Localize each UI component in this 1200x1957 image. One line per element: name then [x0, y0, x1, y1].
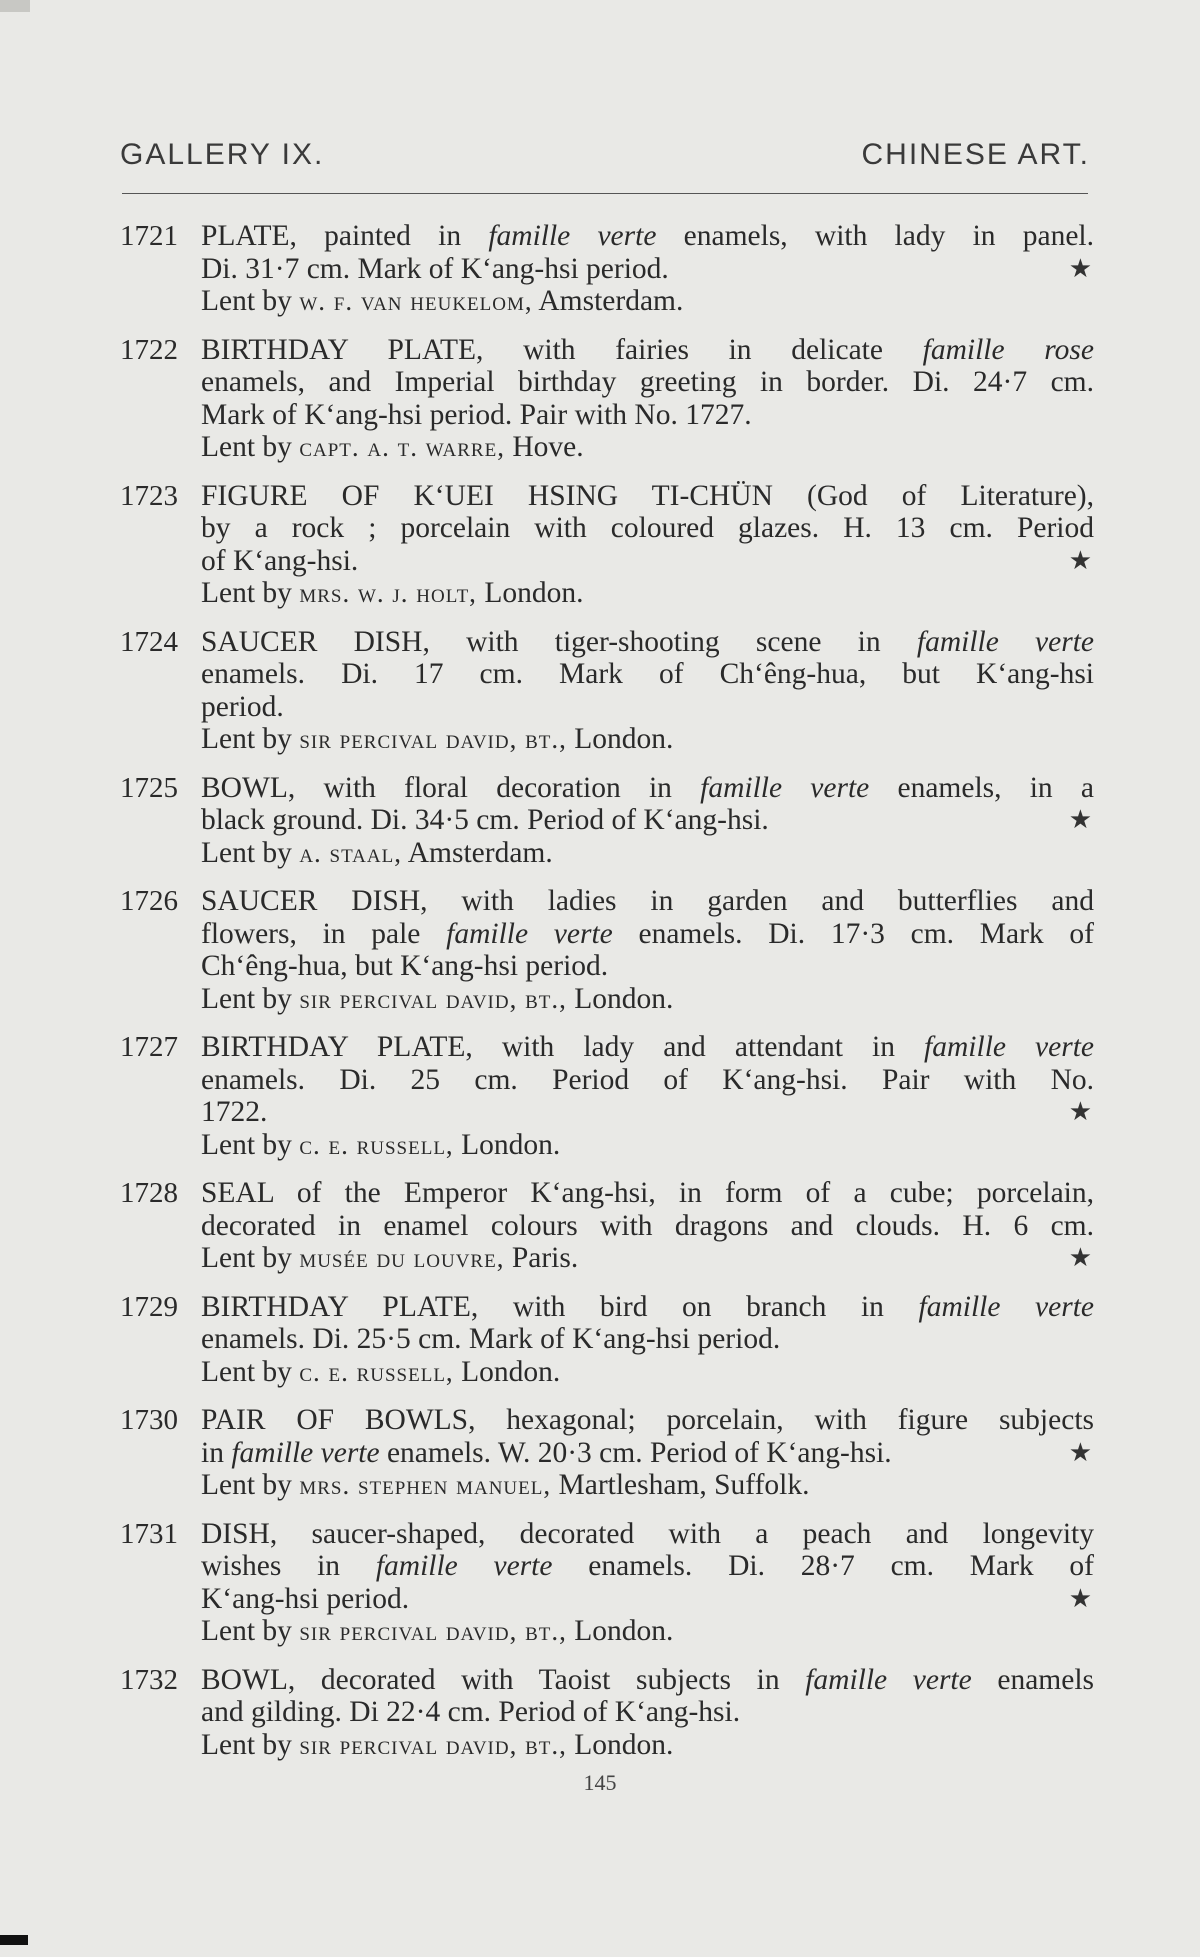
entry-line: flowers, in pale famille verte enamels. Di. 17·3 cm. Mark of — [201, 917, 1094, 950]
lender-line: Lent by sir percival david, bt., London. — [201, 982, 674, 1015]
section-title: CHINESE ART. — [861, 138, 1090, 171]
catalogue-entry — [120, 1664, 1094, 1762]
lender-line: Lent by mrs. w. j. holt, London. — [201, 577, 584, 609]
entry-line: and gilding. Di 22·4 cm. Period of K‘ang-hsi. — [201, 1696, 741, 1728]
entry-number: 1723 — [120, 479, 178, 512]
entry-number: 1724 — [120, 625, 178, 658]
gallery-title: GALLERY IX. — [120, 138, 325, 171]
star-icon: ★ — [1068, 545, 1092, 575]
entry-line: DISH, saucer-shaped, decorated with a peach and longevity — [201, 1517, 1094, 1550]
entry-line: enamels, and Imperial birthday greeting in border. Di. 24·7 cm. — [201, 366, 1094, 398]
entry-line: SEAL of the Emperor K‘ang-hsi, in form of a cube; porcelain, — [201, 1177, 1094, 1209]
lender-line: Lent by capt. a. t. warre, Hove. — [201, 431, 584, 463]
star-icon: ★ — [1068, 1437, 1092, 1467]
entry-line: BIRTHDAY PLATE, with fairies in delicate famille rose — [201, 333, 1094, 366]
entry-number: 1731 — [120, 1517, 178, 1550]
catalogue-entry — [120, 885, 1094, 1015]
entry-line: SAUCER DISH, with ladies in garden and butterflies and — [201, 885, 1094, 917]
lender-line: Lent by sir percival david, bt., London. — [201, 723, 674, 755]
entry-line: period. — [201, 690, 284, 723]
star-icon: ★ — [1068, 1583, 1092, 1613]
catalogue-entry — [120, 1291, 1094, 1389]
entry-line: Mark of K‘ang-hsi period. Pair with No. 1727. — [201, 398, 752, 431]
entry-line: BOWL, with floral decoration in famille verte enamels, in a — [201, 771, 1094, 804]
lender-line: Lent by mrs. stephen manuel, Martlesham, Suffolk. — [201, 1469, 810, 1501]
entry-line: BOWL, decorated with Taoist subjects in famille verte enamels — [201, 1663, 1094, 1696]
page-number: 145 — [583, 1770, 617, 1795]
lender-line: Lent by c. e. russell, London. — [201, 1355, 561, 1388]
entry-line: decorated in enamel colours with dragons and clouds. H. 6 cm. — [201, 1209, 1094, 1242]
entry-number: 1732 — [120, 1663, 178, 1696]
entry-line: BIRTHDAY PLATE, with bird on branch in famille verte — [201, 1290, 1094, 1323]
entry-line: by a rock ; porcelain with coloured glazes. H. 13 cm. Period — [201, 512, 1094, 544]
star-icon: ★ — [1068, 1243, 1092, 1272]
entry-number: 1726 — [120, 885, 178, 917]
scan-edge — [0, 0, 30, 12]
catalogue-entry — [120, 220, 1094, 318]
catalogue-entry — [120, 480, 1094, 610]
entry-number: 1725 — [120, 771, 178, 804]
entry-number: 1728 — [120, 1177, 178, 1209]
entry-line: enamels. Di. 25·5 cm. Mark of K‘ang-hsi period. — [201, 1323, 781, 1355]
lender-line: Lent by c. e. russell, London. — [201, 1128, 561, 1161]
catalogue-entry — [120, 626, 1094, 756]
entry-line: wishes in famille verte enamels. Di. 28·7 cm. Mark of — [201, 1550, 1095, 1582]
entry-line: K‘ang-hsi period. ★ — [201, 1582, 1092, 1615]
entry-line: PAIR OF BOWLS, hexagonal; porcelain, with figure subjects — [201, 1404, 1094, 1436]
entry-line: enamels. Di. 25 cm. Period of K‘ang-hsi. Pair with No. — [201, 1063, 1094, 1096]
lender-line: Lent by sir percival david, bt., London. — [201, 1728, 674, 1761]
catalogue-entries — [120, 220, 1094, 1777]
catalogue-entry — [120, 772, 1094, 870]
entry-number: 1730 — [120, 1404, 178, 1436]
star-icon: ★ — [1068, 1097, 1092, 1126]
catalogue-entry — [120, 1031, 1094, 1161]
entry-number: 1721 — [120, 220, 178, 252]
entry-line: SAUCER DISH, with tiger-shooting scene in famille verte — [201, 625, 1095, 658]
catalogue-entry — [120, 334, 1094, 464]
star-icon: ★ — [1068, 805, 1092, 834]
entry-number: 1729 — [120, 1290, 178, 1323]
lender-line: Lent by musée du louvre, Paris. ★ — [201, 1242, 1092, 1274]
catalogue-entry — [120, 1518, 1094, 1648]
entry-line: Di. 31·7 cm. Mark of K‘ang-hsi period. ★ — [201, 252, 1092, 285]
star-icon: ★ — [1068, 253, 1092, 283]
entry-line: black ground. Di. 34·5 cm. Period of K‘ang-hsi. ★ — [201, 804, 1092, 836]
catalogue-entry — [120, 1177, 1094, 1275]
catalogue-entry — [120, 1404, 1094, 1502]
entry-line: 1722. ★ — [201, 1096, 1092, 1128]
entry-line: PLATE, painted in famille verte enamels, with lady in panel. — [201, 220, 1094, 252]
entry-line: of K‘ang-hsi. ★ — [201, 544, 1092, 577]
entry-number: 1722 — [120, 333, 178, 366]
entry-line: BIRTHDAY PLATE, with lady and attendant in famille verte — [201, 1031, 1094, 1063]
scan-edge — [0, 1935, 28, 1945]
entry-line: FIGURE OF K‘UEI HSING TI-CHÜN (God of Literature), — [201, 479, 1094, 512]
lender-line: Lent by sir percival david, bt., London. — [201, 1615, 674, 1647]
entry-line: enamels. Di. 17 cm. Mark of Ch‘êng-hua, but K‘ang-hsi — [201, 658, 1094, 690]
header-rule — [122, 193, 1088, 194]
entry-number: 1727 — [120, 1031, 178, 1063]
lender-line: Lent by a. staal, Amsterdam. — [201, 836, 553, 869]
entry-line: in famille verte enamels. W. 20·3 cm. Period of K‘ang-hsi. ★ — [201, 1436, 1092, 1469]
entry-line: Ch‘êng-hua, but K‘ang-hsi period. — [201, 950, 609, 982]
lender-line: Lent by w. f. van heukelom, Amsterdam. — [201, 285, 684, 317]
